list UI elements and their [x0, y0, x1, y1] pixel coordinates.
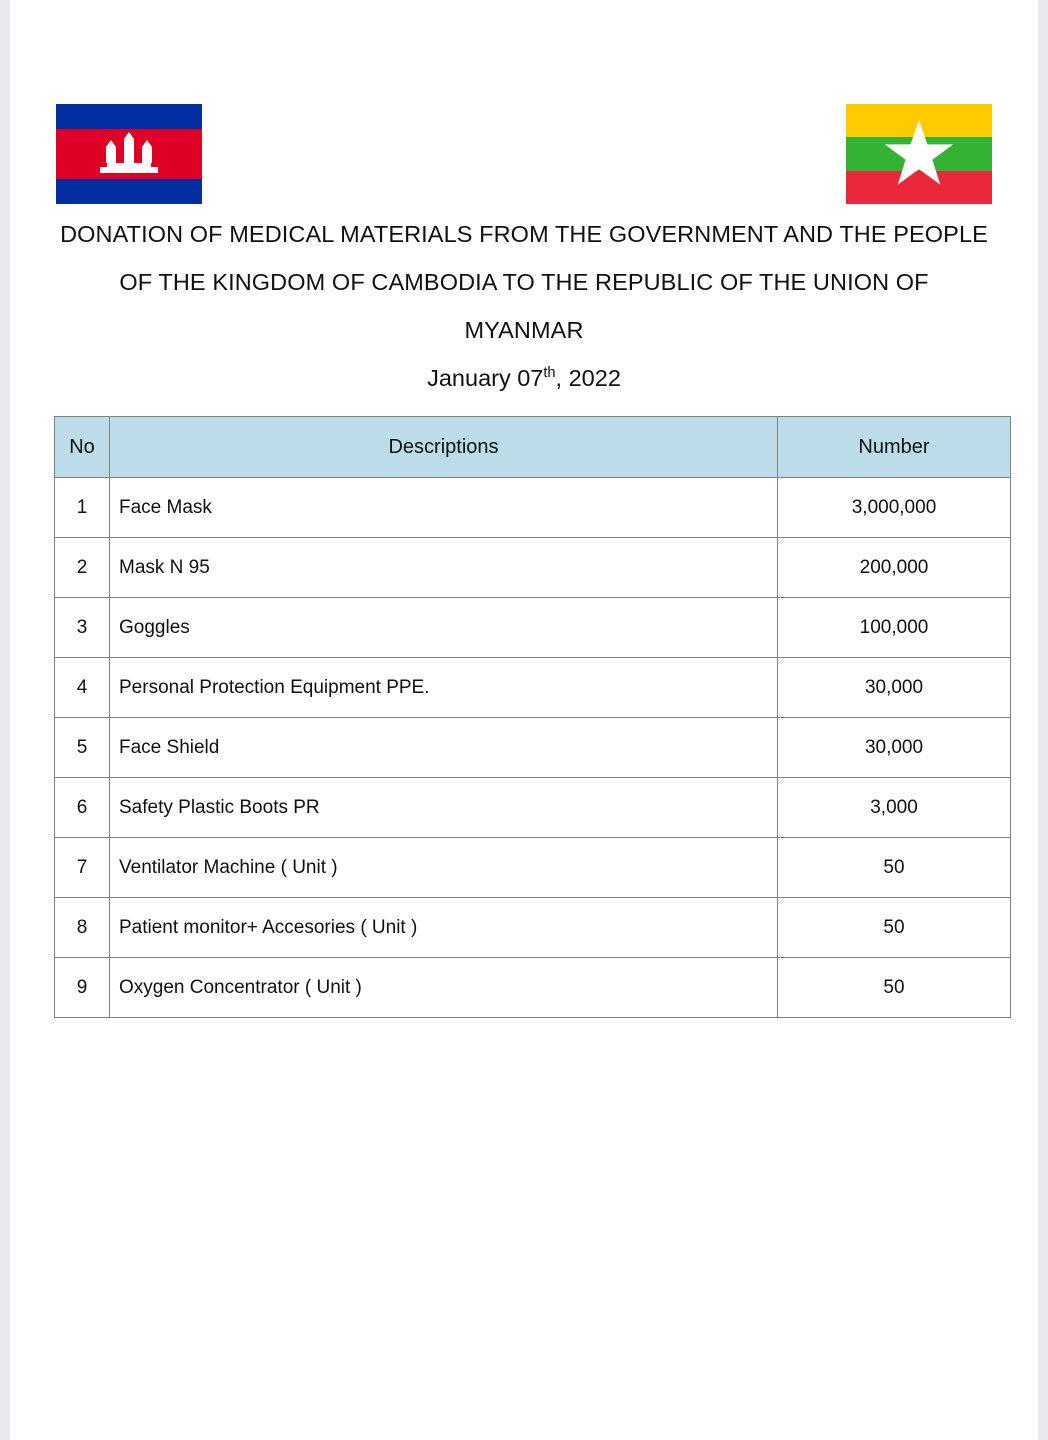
row-no: 8 [55, 898, 110, 958]
row-description: Oxygen Concentrator ( Unit ) [110, 958, 778, 1018]
cambodia-flag-icon [56, 104, 202, 204]
row-number: 200,000 [778, 538, 1011, 598]
row-description: Goggles [110, 598, 778, 658]
cambodia-flag-top-band [56, 104, 202, 129]
row-number: 30,000 [778, 658, 1011, 718]
table-row [55, 598, 1011, 658]
table-row [55, 478, 1011, 538]
column-header-descriptions: Descriptions [110, 417, 778, 478]
document-date-main: January 07 [427, 365, 544, 391]
row-description: Personal Protection Equipment PPE. [110, 658, 778, 718]
row-description: Ventilator Machine ( Unit ) [110, 838, 778, 898]
table-header [55, 417, 1011, 478]
angkor-wat-temple-icon [100, 137, 158, 173]
document-date-year: , 2022 [555, 365, 621, 391]
donation-table [54, 416, 1011, 1018]
table-header-row [55, 417, 1011, 478]
column-header-number: Number [778, 417, 1011, 478]
row-number: 50 [778, 838, 1011, 898]
row-description: Face Mask [110, 478, 778, 538]
row-no: 3 [55, 598, 110, 658]
page-title-line-2: OF THE KINGDOM OF CAMBODIA TO THE REPUBLIC OF THE UNION OF MYANMAR [119, 269, 929, 343]
column-header-no: No [55, 417, 110, 478]
document-date [54, 354, 994, 402]
row-description: Patient monitor+ Accesories ( Unit ) [110, 898, 778, 958]
row-number: 50 [778, 898, 1011, 958]
flags-row [54, 0, 994, 210]
row-description: Safety Plastic Boots PR [110, 778, 778, 838]
cambodia-flag-bottom-band [56, 179, 202, 204]
row-number: 50 [778, 958, 1011, 1018]
row-no: 2 [55, 538, 110, 598]
table-row [55, 898, 1011, 958]
row-number: 30,000 [778, 718, 1011, 778]
row-no: 1 [55, 478, 110, 538]
table-row [55, 958, 1011, 1018]
document-date-ordinal-suffix: th [543, 365, 556, 382]
page-title-line-1: DONATION OF MEDICAL MATERIALS FROM THE GOVERNMENT AND THE PEOPLE [60, 221, 988, 247]
row-no: 9 [55, 958, 110, 1018]
table-row [55, 838, 1011, 898]
document-page [10, 0, 1038, 1440]
row-number: 100,000 [778, 598, 1011, 658]
row-no: 4 [55, 658, 110, 718]
white-star-icon [883, 118, 955, 190]
table-body [55, 478, 1011, 1018]
table-row [55, 658, 1011, 718]
row-no: 5 [55, 718, 110, 778]
row-description: Face Shield [110, 718, 778, 778]
table-row [55, 538, 1011, 598]
table-row [55, 718, 1011, 778]
table-row [55, 778, 1011, 838]
row-no: 7 [55, 838, 110, 898]
row-number: 3,000,000 [778, 478, 1011, 538]
row-number: 3,000 [778, 778, 1011, 838]
row-no: 6 [55, 778, 110, 838]
myanmar-flag-icon [846, 104, 992, 204]
row-description: Mask N 95 [110, 538, 778, 598]
